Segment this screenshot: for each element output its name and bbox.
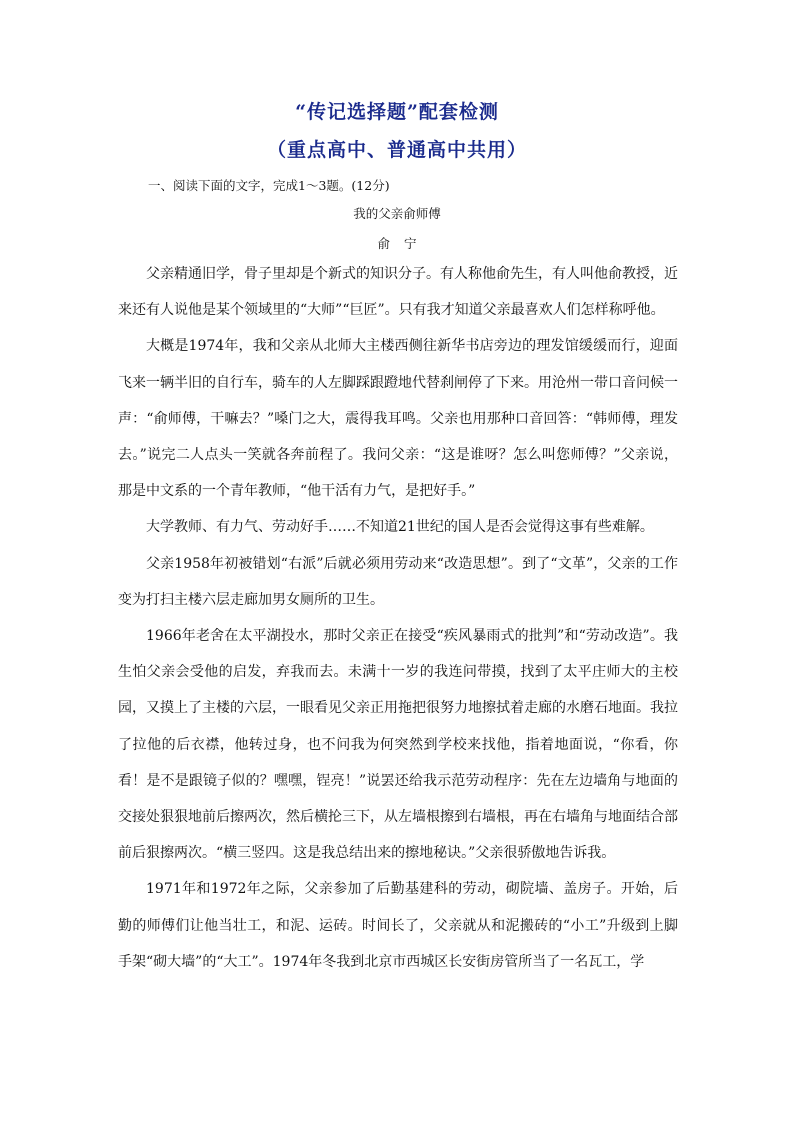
paragraph: 父亲精通旧学，骨子里却是个新式的知识分子。有人称他俞先生，有人叫他俞教授，近来还有人说他是某个领域里的“大师”“巨匠”。只有我才知道父亲最喜欢人们怎样称呼他。 bbox=[118, 266, 678, 319]
paragraph: 大概是1974年，我和父亲从北师大主楼西侧往新华书店旁边的理发馆缓缓而行，迎面飞来一辆半旧的自行车，骑车的人左脚踩跟蹬地代替刹闸停了下来。用沧州一带口音问候一声：“俞师傅，干嘛去？”嗓门之大，震得我耳鸣。父亲也用那种口音回答：“韩师傅，理发去。”说完二人点头一笑就各奔前程了。我问父亲：“这是谁呀？怎么叫您师傅？”父亲说，那是中文系的一个青年教师，“他干活有力气，是把好手。” bbox=[118, 338, 678, 500]
article-author: 俞宁 bbox=[377, 236, 431, 251]
doc-subtitle: （重点高中、普通高中共用） bbox=[266, 139, 527, 161]
article-body bbox=[118, 256, 678, 980]
paragraph: 1966年老舍在太平湖投水，那时父亲正在接受“疾风暴雨式的批判”和“劳动改造”。我生怕父亲会受他的启发，弃我而去。未满十一岁的我连问带摸，找到了太平庄师大的主校园，又摸上了主楼的六层，一眼看见父亲正用拖把很努力地擦拭着走廊的水磨石地面。我拉了拉他的后衣襟，他转过身，也不问我为何突然到学校来找他，指着地面说，“你看，你看！是不是跟镜子似的？嘿嘿，锃亮！”说罢还给我示范劳动程序：先在左边墙角与地面的交接处狠狠地前后擦两次，然后横抡三下，从左墙根擦到右墙根，再在右墙角与地面结合部前后狠擦两次。“横三竖四。这是我总结出来的擦地秘诀。”父亲很骄傲地告诉我。 bbox=[118, 628, 678, 862]
paragraph: 父亲1958年初被错划“右派”后就必须用劳动来“改造思想”。到了“文革”，父亲的工作变为打扫主楼六层走廊加男女厕所的卫生。 bbox=[118, 555, 678, 608]
doc-title: “传记选择题”配套检测 bbox=[295, 101, 499, 123]
paragraph: 1971年和1972年之际，父亲参加了后勤基建科的劳动，砌院墙、盖房子。开始，后勤的师傅们让他当壮工，和泥、运砖。时间长了，父亲就从和泥搬砖的“小工”升级到上脚手架“砌大墙”的“大工”。1974年冬我到北京市西城区长安街房管所当了一名瓦工，学 bbox=[118, 881, 678, 970]
article-title: 我的父亲俞师傅 bbox=[353, 206, 441, 221]
paragraph: 大学教师、有力气、劳动好手……不知道21世纪的国人是否会觉得这事有些难解。 bbox=[146, 519, 654, 536]
question-instruction: 一、阅读下面的文字，完成1～3题。(12分) bbox=[148, 178, 390, 193]
